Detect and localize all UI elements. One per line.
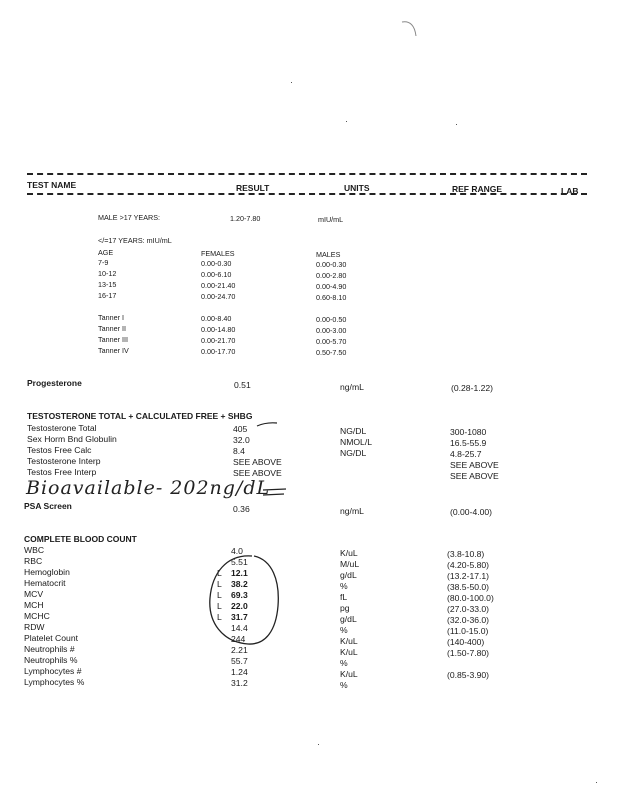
test-result: 32.0 (233, 435, 250, 445)
testosterone-section-title: TESTOSTERONE TOTAL + CALCULATED FREE + SHBG (27, 411, 253, 421)
handwritten-circle (196, 550, 286, 650)
age-cell: 16-17 (98, 291, 117, 300)
cbc-result: 244 (231, 634, 246, 644)
cbc-units: % (340, 680, 348, 690)
psa-range: (0.00-4.00) (450, 507, 493, 517)
cbc-units: K/uL (340, 647, 358, 657)
cbc-range: (11.0-15.0) (447, 626, 489, 636)
cbc-name: Hemoglobin (24, 567, 70, 577)
cbc-range: (4.20-5.80) (447, 560, 490, 570)
test-range: SEE ABOVE (450, 471, 499, 481)
test-units: NG/DL (340, 426, 367, 436)
cbc-result: 55.7 (231, 656, 248, 666)
male-range: 1.20-7.80 (230, 214, 261, 223)
male-range-cell: 0.00-4.90 (316, 282, 347, 291)
cbc-units: M/uL (340, 559, 360, 569)
handwritten-equals (262, 486, 288, 498)
test-name: Sex Horm Bnd Globulin (27, 434, 117, 444)
cbc-name: MCHC (24, 611, 50, 621)
tanner-stage: Tanner II (98, 324, 126, 333)
cbc-name: Lymphocytes % (24, 677, 85, 687)
cbc-units: g/dL (340, 570, 357, 580)
test-result: SEE ABOVE (233, 468, 282, 478)
male-range-cell: 0.00-5.70 (316, 337, 347, 346)
cbc-name: RDW (24, 622, 45, 632)
col-lab: LAB (561, 186, 579, 196)
cbc-units: pg (340, 603, 350, 613)
female-range-cell: 0.00-14.80 (201, 325, 236, 334)
cbc-name: Neutrophils # (24, 644, 75, 654)
male-range-cell: 0.00-0.30 (316, 260, 347, 269)
cbc-flag: L (217, 568, 222, 578)
cbc-result: 5.51 (231, 557, 248, 567)
male-units: mIU/mL (318, 215, 344, 224)
test-range: 16.5-55.9 (450, 438, 487, 448)
cbc-range: (32.0-36.0) (447, 615, 490, 625)
test-result: 8.4 (233, 446, 245, 456)
col-test-name: TEST NAME (27, 180, 77, 190)
header-top-rule (27, 173, 587, 175)
female-range-cell: 0.00-21.70 (201, 336, 236, 345)
cbc-flag: L (217, 590, 222, 600)
tanner-stage: Tanner I (98, 313, 124, 322)
progesterone-result: 0.51 (234, 380, 251, 390)
scan-speck (346, 121, 347, 122)
cbc-units: g/dL (340, 614, 357, 624)
scan-speck (596, 782, 597, 783)
cbc-units: fL (340, 592, 348, 602)
cbc-range: (13.2-17.1) (447, 571, 490, 581)
cbc-name: MCH (24, 600, 44, 610)
handwritten-note: Bioavailable- 202ng/dL (26, 477, 271, 499)
cbc-result: 31.2 (231, 678, 248, 688)
cbc-result: 31.7 (231, 612, 248, 622)
test-result: SEE ABOVE (233, 457, 282, 467)
age-header: AGE (98, 248, 114, 257)
age-cell: 10-12 (98, 269, 117, 278)
female-range-cell: 0.00-6.10 (201, 270, 232, 279)
test-name: Testos Free Interp (27, 467, 97, 477)
age-cell: 13-15 (98, 280, 117, 289)
col-ref-range: REF RANGE (452, 184, 503, 194)
female-range-cell: 0.00-21.40 (201, 281, 236, 290)
cbc-range: (80.0-100.0) (447, 593, 494, 603)
cbc-name: Hematocrit (24, 578, 66, 588)
female-range-cell: 0.00-0.30 (201, 259, 232, 268)
cbc-result: 69.3 (231, 590, 248, 600)
test-result: 405 (233, 424, 248, 434)
scan-speck (291, 82, 292, 83)
test-range: 300-1080 (450, 427, 487, 437)
scan-speck (456, 124, 457, 125)
test-range: SEE ABOVE (450, 460, 499, 470)
cbc-name: RBC (24, 556, 43, 566)
cbc-result: 2.21 (231, 645, 248, 655)
cbc-range: (27.0-33.0) (447, 604, 490, 614)
cbc-range: (3.8-10.8) (447, 549, 485, 559)
male-range-cell: 0.60-8.10 (316, 293, 347, 302)
cbc-range: (38.5-50.0) (447, 582, 490, 592)
female-range-cell: 0.00-17.70 (201, 347, 236, 356)
male-range-cell: 0.00-3.00 (316, 326, 347, 335)
psa-units: ng/mL (340, 506, 364, 516)
scan-speck (318, 744, 319, 745)
test-range: 4.8-25.7 (450, 449, 482, 459)
cbc-range: (1.50-7.80) (447, 648, 490, 658)
progesterone-units: ng/mL (340, 382, 364, 392)
progesterone-name: Progesterone (27, 378, 82, 388)
male-label: MALE >17 YEARS: (98, 213, 160, 222)
females-header: FEMALES (201, 249, 235, 258)
cbc-units: K/uL (340, 669, 358, 679)
age-cell: 7-9 (98, 258, 109, 267)
cbc-range: (140-400) (447, 637, 485, 647)
col-units: UNITS (344, 183, 370, 193)
cbc-result: 22.0 (231, 601, 248, 611)
cbc-units: % (340, 581, 348, 591)
cbc-name: WBC (24, 545, 45, 555)
cbc-flag: L (217, 612, 222, 622)
cbc-flag: L (217, 579, 222, 589)
handwritten-dash (256, 419, 278, 429)
scan-mark (400, 18, 420, 40)
tanner-stage: Tanner IV (98, 346, 129, 355)
cbc-name: MCV (24, 589, 44, 599)
cbc-title: COMPLETE BLOOD COUNT (24, 534, 137, 544)
test-name: Testosterone Interp (27, 456, 101, 466)
test-units: NG/DL (340, 448, 367, 458)
cbc-units: % (340, 658, 348, 668)
female-range-cell: 0.00-8.40 (201, 314, 232, 323)
male-range-cell: 0.00-2.80 (316, 271, 347, 280)
header-bottom-rule (27, 193, 587, 195)
cbc-name: Platelet Count (24, 633, 78, 643)
tanner-stage: Tanner III (98, 335, 128, 344)
test-units: NMOL/L (340, 437, 372, 447)
male-range-cell: 0.00-0.50 (316, 315, 347, 324)
col-result: RESULT (236, 183, 270, 193)
cbc-range: (0.85-3.90) (447, 670, 490, 680)
cbc-result: 12.1 (231, 568, 248, 578)
female-range-cell: 0.00-24.70 (201, 292, 236, 301)
test-name: Testos Free Calc (27, 445, 92, 455)
test-name: Testosterone Total (27, 423, 97, 433)
cbc-units: K/uL (340, 548, 358, 558)
cbc-result: 38.2 (231, 579, 248, 589)
cbc-result: 14.4 (231, 623, 248, 633)
cbc-units: K/uL (340, 636, 358, 646)
psa-result: 0.36 (233, 504, 250, 514)
progesterone-range: (0.28-1.22) (451, 383, 494, 393)
male-range-cell: 0.50-7.50 (316, 348, 347, 357)
cbc-name: Lymphocytes # (24, 666, 82, 676)
cbc-result: 4.0 (231, 546, 243, 556)
cbc-name: Neutrophils % (24, 655, 78, 665)
cbc-flag: L (217, 601, 222, 611)
cbc-result: 1.24 (231, 667, 248, 677)
under17-title: </=17 YEARS: mIU/mL (98, 236, 172, 245)
cbc-units: % (340, 625, 348, 635)
males-header: MALES (316, 250, 341, 259)
psa-name: PSA Screen (24, 501, 72, 511)
